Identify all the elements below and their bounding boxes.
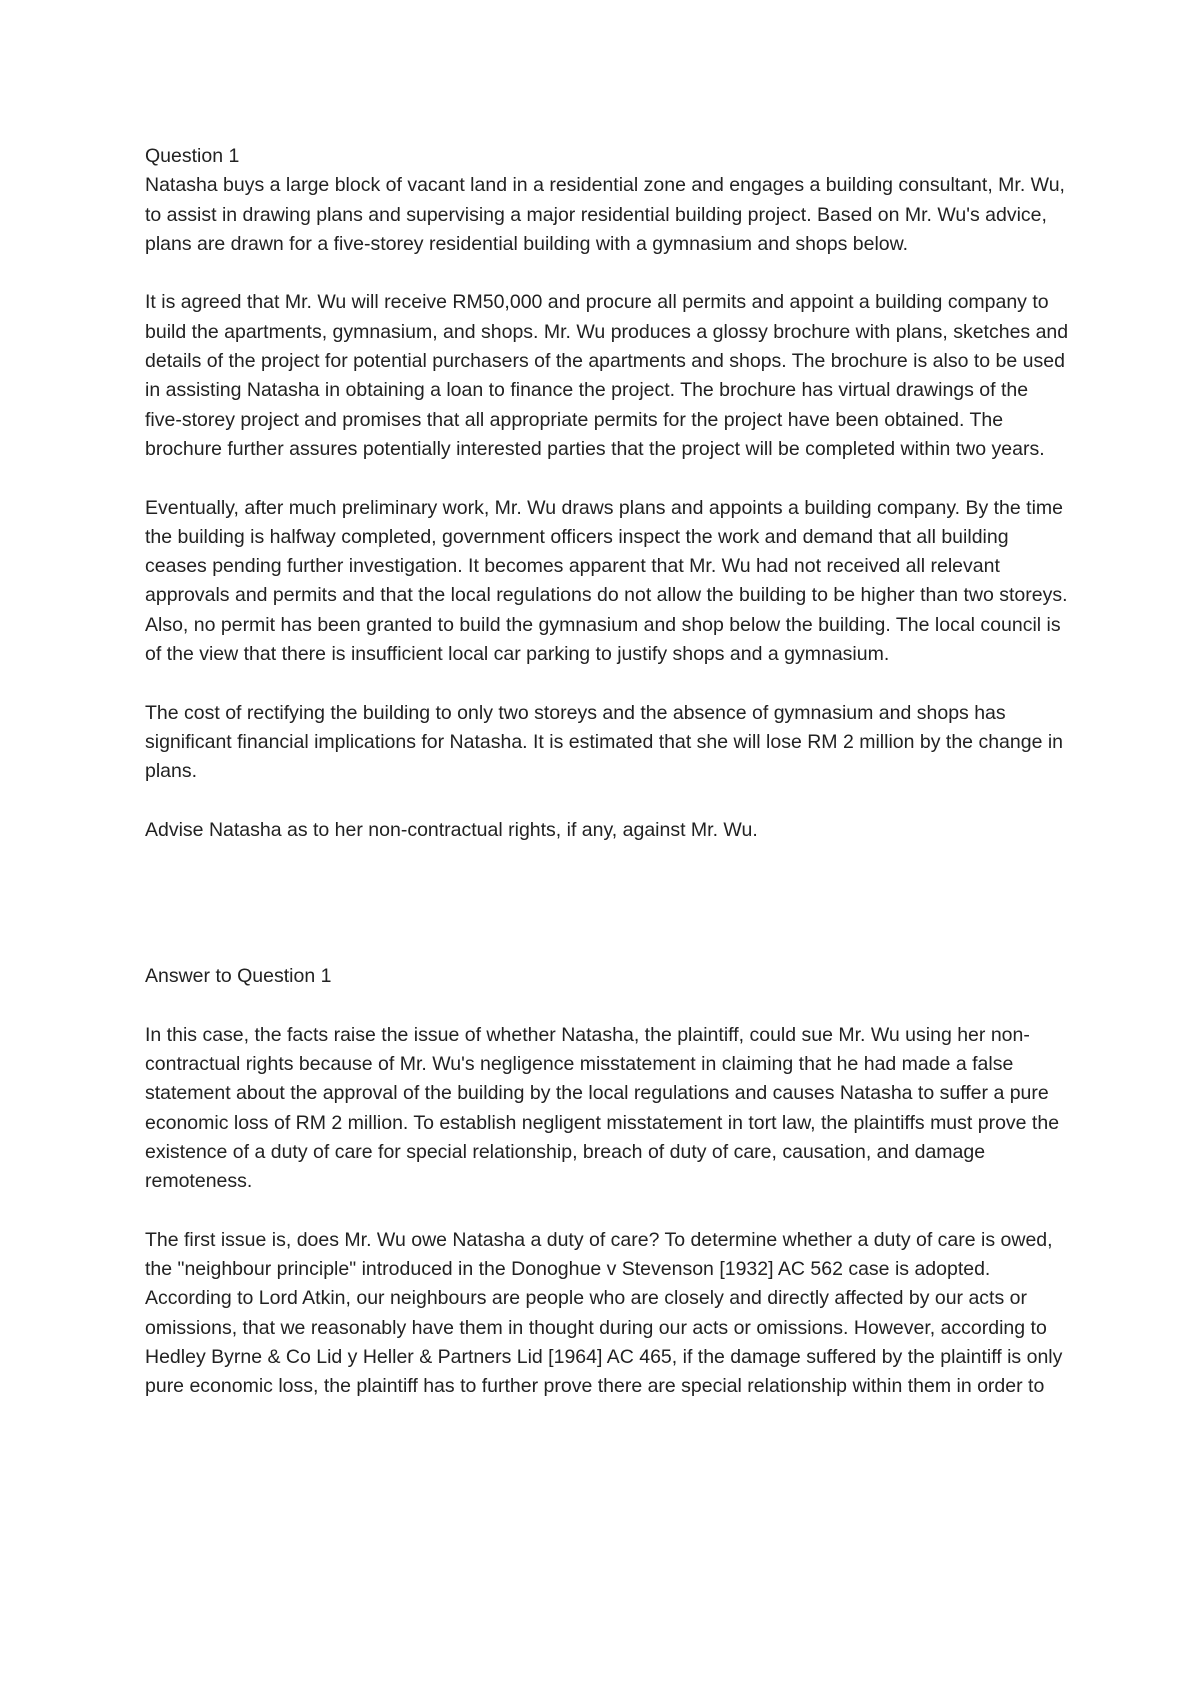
paragraph-spacer	[145, 991, 1070, 1020]
answer-heading: Answer to Question 1	[145, 965, 332, 988]
paragraph-spacer	[145, 787, 1070, 816]
paragraph-spacer	[145, 259, 1070, 288]
document-body	[145, 142, 1070, 1402]
question-heading: Question 1	[145, 145, 240, 167]
answer-paragraph-2: The first issue is, does Mr. Wu owe Natasha a duty of care? To determine whether a duty of care is owed, the "neighbour principle" introduced in the Donoghue v Stevenson [1932] AC 562 case is adopted. According to Lord Atkin, our neighbours are people who are closely and directly affected by our acts or omissions, that we reasonably have them in thought during our acts or omissions. However, according to Hedley Byrne & Co Lid y Heller & Partners Lid [1964] AC 465, if the damage suffered by the plaintiff is only pure economic loss, the plaintiff has to further prove there are special relationship within them in order to	[145, 1228, 1063, 1398]
question-prompt: Advise Natasha as to her non-contractual rights, if any, against Mr. Wu.	[145, 818, 758, 841]
section-spacer	[145, 845, 1070, 962]
answer-paragraph-1: In this case, the facts raise the issue of whether Natasha, the plaintiff, could sue Mr. Wu using her non-contractual rights because of Mr. Wu's negligence misstatement in claiming that he had made a false statement about the approval of the building by the local regulations and causes Natasha to suffer a pure economic loss of RM 2 million. To establish negligent misstatement in tort law, the plaintiffs must prove the existence of a duty of care for special relationship, breach of duty of care, causation, and damage remoteness.	[145, 1023, 1060, 1193]
paragraph-spacer	[145, 1197, 1070, 1226]
paragraph-spacer	[145, 464, 1070, 493]
question-paragraph-2: It is agreed that Mr. Wu will receive RM50,000 and procure all permits and appoint a building company to build the apartments, gymnasium, and shops. Mr. Wu produces a glossy brochure with plans, sketches and details of the project for potential purchasers of the apartments and shops. The brochure is also to be used in assisting Natasha in obtaining a loan to finance the project. The brochure has virtual drawings of the five-storey project and promises that all appropriate permits for the project have been obtained. The brochure further assures potentially interested parties that the project will be completed within two years.	[145, 291, 1069, 460]
paragraph-spacer	[145, 669, 1070, 698]
question-paragraph-3: Eventually, after much preliminary work, Mr. Wu draws plans and appoints a building company. By the time the building is halfway completed, government officers inspect the work and demand that all building ceases pending further investigation. It becomes apparent that Mr. Wu had not received all relevant approvals and permits and that the local regulations do not allow the building to be higher than two storeys. Also, no permit has been granted to build the gymnasium and shop below the building. The local council is of the view that there is insufficient local car parking to justify shops and a gymnasium.	[145, 496, 1068, 666]
question-paragraph-1: Natasha buys a large block of vacant land in a residential zone and engages a building consultant, Mr. Wu, to assist in drawing plans and supervising a major residential building project. Based on Mr. Wu's advice, plans are drawn for a five-storey residential building with a gymnasium and shops below.	[145, 174, 1065, 255]
question-paragraph-4: The cost of rectifying the building to only two storeys and the absence of gymnasium and shops has significant financial implications for Natasha. It is estimated that she will lose RM 2 million by the change in plans.	[145, 701, 1064, 783]
